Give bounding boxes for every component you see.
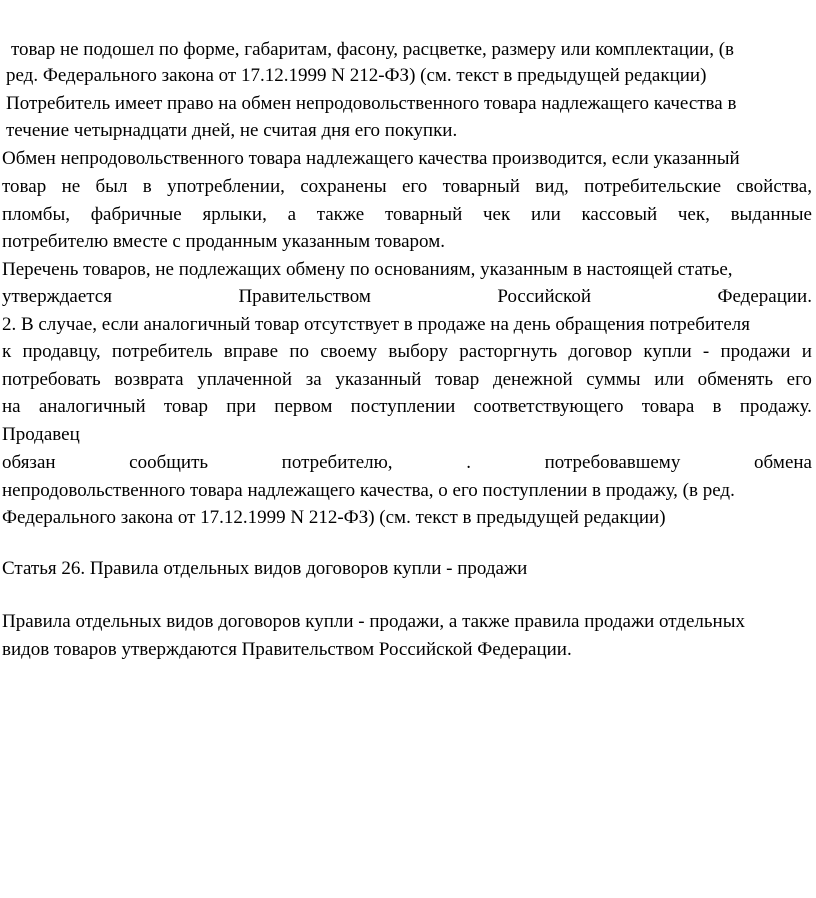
word: обязан [2, 452, 56, 473]
text-line: Федерального закона от 17.12.1999 N 212-ФЗ) (см. текст в предыдущей редакции) [2, 507, 666, 528]
word: был [95, 176, 128, 197]
text-line: ред. Федерального закона от 17.12.1999 N 212-ФЗ) (см. текст в предыдущей редакции) [6, 65, 707, 86]
text-line: Правила отдельных видов договоров купли - продажи, а также правила продажи отдельных [2, 611, 745, 632]
word: товарный [442, 176, 520, 197]
text-line: Перечень товаров, не подлежащих обмену по основаниям, указанным в настоящей статье, [2, 259, 733, 280]
text-line: непродовольственного товара надлежащего качества, о его поступлении в продажу, (в ред. [2, 480, 735, 501]
word: чек, [677, 204, 710, 225]
word: - [702, 341, 710, 362]
word: выбору [388, 341, 449, 362]
word: купли [643, 341, 692, 362]
word: к [2, 341, 12, 362]
text-line: Обмен непродовольственного товара надлежащего качества производится, если указанный [2, 148, 740, 169]
word: при [226, 396, 257, 417]
word: потребовать [2, 369, 101, 390]
word: или [530, 204, 561, 225]
word: Правительством [238, 286, 371, 307]
word: вправе [223, 341, 279, 362]
word: уплаченной [197, 369, 293, 390]
text-line: 2. В случае, если аналогичный товар отсутствует в продаже на день обращения потребителя [2, 314, 751, 335]
word: или [654, 369, 685, 390]
text-line [2, 339, 812, 365]
text-line [2, 450, 812, 476]
word: поступлении [350, 396, 456, 417]
word: товарный [384, 204, 463, 225]
word: продажу. [739, 396, 812, 417]
word: сохранены [300, 176, 387, 197]
word: потребительские [584, 176, 722, 197]
word: по [289, 341, 309, 362]
word: продажи [720, 341, 791, 362]
word: товар [163, 396, 209, 417]
word: фабричные [90, 204, 182, 225]
text-line [2, 174, 812, 200]
text-line [2, 284, 812, 310]
word: также [316, 204, 365, 225]
word: и [801, 341, 812, 362]
word: кассовый [581, 204, 658, 225]
word: в [142, 176, 152, 197]
word: потребителю, [281, 452, 393, 473]
word: его [401, 176, 428, 197]
word: выданные [730, 204, 812, 225]
word: обменять [697, 369, 773, 390]
word: Федерации. [717, 286, 812, 307]
word: вид, [535, 176, 569, 197]
word: договор [568, 341, 633, 362]
word: его [786, 369, 812, 390]
text-line [2, 394, 812, 420]
word: суммы [586, 369, 641, 390]
word: расторгнуть [459, 341, 558, 362]
word: соответствующего [473, 396, 624, 417]
word: на [2, 396, 21, 417]
word: своему [320, 341, 378, 362]
word: товар [435, 369, 480, 390]
word: свойства, [736, 176, 812, 197]
word: потребовавшему [544, 452, 681, 473]
word: не [61, 176, 81, 197]
word: . [466, 452, 471, 473]
word: аналогичный [38, 396, 146, 417]
word: первом [274, 396, 333, 417]
text-line: потребителю вместе с проданным указанным товаром. [2, 231, 445, 252]
word: утверждается [2, 286, 112, 307]
text-line: видов товаров утверждаются Правительством Российской Федерации. [2, 639, 572, 660]
article-heading: Статья 26. Правила отдельных видов договоров купли - продажи [2, 558, 528, 579]
word: товара [641, 396, 695, 417]
text-line: Продавец [2, 424, 80, 445]
word: чек [482, 204, 511, 225]
word: указанный [335, 369, 422, 390]
word: потребитель [111, 341, 213, 362]
word: возврата [114, 369, 184, 390]
word: денежной [492, 369, 573, 390]
word: сообщить [129, 452, 209, 473]
text-line: товар не подошел по форме, габаритам, фасону, расцветке, размеру или комплектации, (в [11, 39, 734, 60]
text-line: течение четырнадцати дней, не считая дня его покупки. [6, 120, 458, 141]
word: употреблении, [167, 176, 285, 197]
word: пломбы, [2, 204, 70, 225]
text-line: Потребитель имеет право на обмен непродовольственного товара надлежащего качества в [6, 93, 737, 114]
word: за [305, 369, 322, 390]
text-line [2, 367, 812, 393]
word: товар [2, 176, 47, 197]
word: в [712, 396, 722, 417]
word: а [287, 204, 296, 225]
text-line [2, 202, 812, 228]
word: Российской [497, 286, 591, 307]
word: ярлыки, [202, 204, 267, 225]
word: обмена [753, 452, 812, 473]
word: продавцу, [22, 341, 101, 362]
